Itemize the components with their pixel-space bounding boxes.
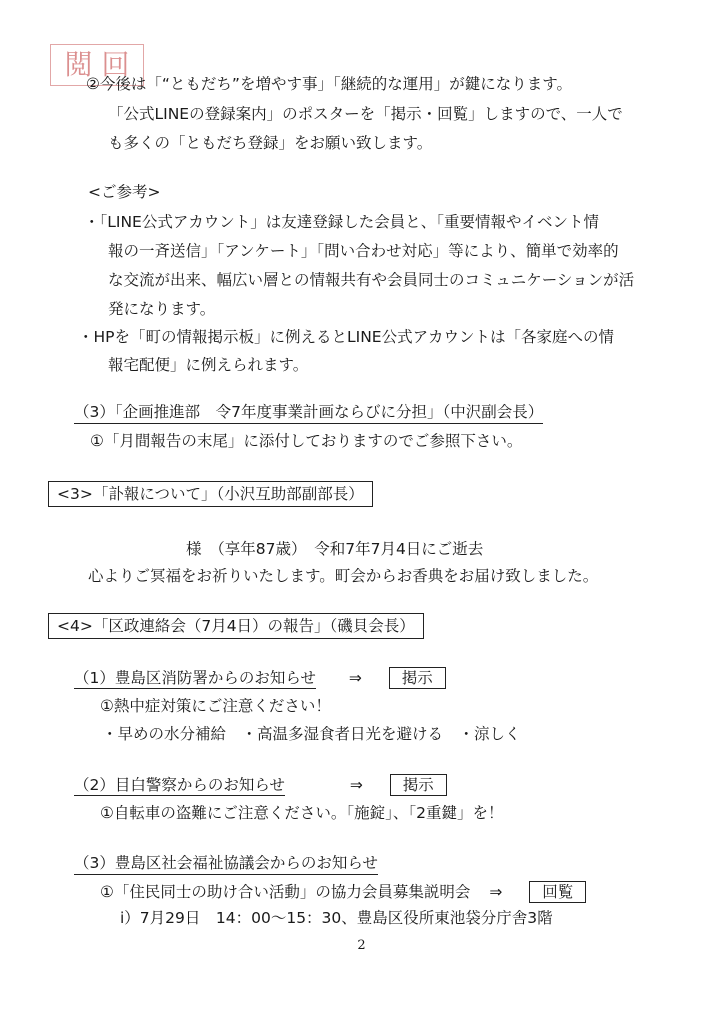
obituary-line-1: 様 （享年87歳） 令和7年7月4日にご逝去 xyxy=(186,540,484,558)
text-line-5: ・「LINE公式アカウント」は友達登録した会員と、「重要情報やイベント情 xyxy=(84,213,599,231)
page-number: 2 xyxy=(357,938,366,953)
text-line-8: 発になります。 xyxy=(108,300,216,318)
part-1-row xyxy=(74,667,446,689)
block-3-heading: <3>「訃報について」（小沢互助部副部長） xyxy=(48,481,373,507)
part-1-item: ①熱中症対策にご注意ください！ xyxy=(100,697,331,715)
part-2-heading: （2）目白警察からのお知らせ xyxy=(74,776,285,794)
circulation-tag: 回覧 xyxy=(529,881,586,903)
approval-stamp: 閲 回 xyxy=(50,44,144,86)
section-3-heading: （3）「企画推進部 令7年度事業計画ならびに分担」（中沢副会長） xyxy=(74,402,543,424)
reference-heading: <ご参考> xyxy=(88,183,161,201)
obituary-line-2: 心よりご冥福をお祈りいたします。町会からお香典をお届け致しました。 xyxy=(88,567,599,585)
part-3-heading: （3）豊島区社会福祉協議会からのお知らせ xyxy=(74,853,378,875)
part-1-heading: （1）豊島区消防署からのお知らせ xyxy=(74,669,316,687)
part-3-row xyxy=(100,881,586,903)
posting-tag: 掲示 xyxy=(389,667,446,689)
text-line-7: な交流が出来、幅広い層との情報共有や会員同士のコミュニケーションが活 xyxy=(108,271,635,289)
text-line-6: 報の一斉送信」「アンケート」「問い合わせ対応」等により、簡単で効率的 xyxy=(108,242,619,260)
block-4-heading: <4>「区政連絡会（7月4日）の報告」（磯貝会長） xyxy=(48,613,424,639)
part-2-row xyxy=(74,774,447,796)
part-3-item: ①「住民同士の助け合い活動」の協力会員募集説明会 xyxy=(100,883,471,901)
text-line-1: ②今後は「“ともだち”を増やす事」「継続的な運用」が鍵になります。 xyxy=(86,75,572,93)
part-2-item: ①自転車の盗難にご注意ください。「施錠」、「2重鍵」を！ xyxy=(100,804,504,822)
arrow-icon: ⇒ xyxy=(348,669,362,687)
text-line-2: 「公式LINEの登録案内」のポスターを「掲示・回覧」しますので、一人で xyxy=(108,105,623,123)
section-3-item: ①「月間報告の末尾」に添付しておりますのでご参照下さい。 xyxy=(90,432,523,450)
posting-tag: 掲示 xyxy=(390,774,447,796)
part-3-sub: ⅰ）7月29日 14：00～15：30、豊島区役所東池袋分庁舎3階 xyxy=(120,909,553,927)
arrow-icon: ⇒ xyxy=(489,883,503,901)
text-line-9: ・HPを「町の情報掲示板」に例えるとLINE公式アカウントは「各家庭への情 xyxy=(78,328,614,346)
text-line-3: も多くの「ともだち登録」をお願い致します。 xyxy=(108,134,433,152)
text-line-10: 報宅配便」に例えられます。 xyxy=(108,356,309,374)
part-1-sub: ・早めの水分補給 ・高温多湿食者日光を避ける ・涼しく xyxy=(102,725,521,743)
arrow-icon: ⇒ xyxy=(349,776,363,794)
